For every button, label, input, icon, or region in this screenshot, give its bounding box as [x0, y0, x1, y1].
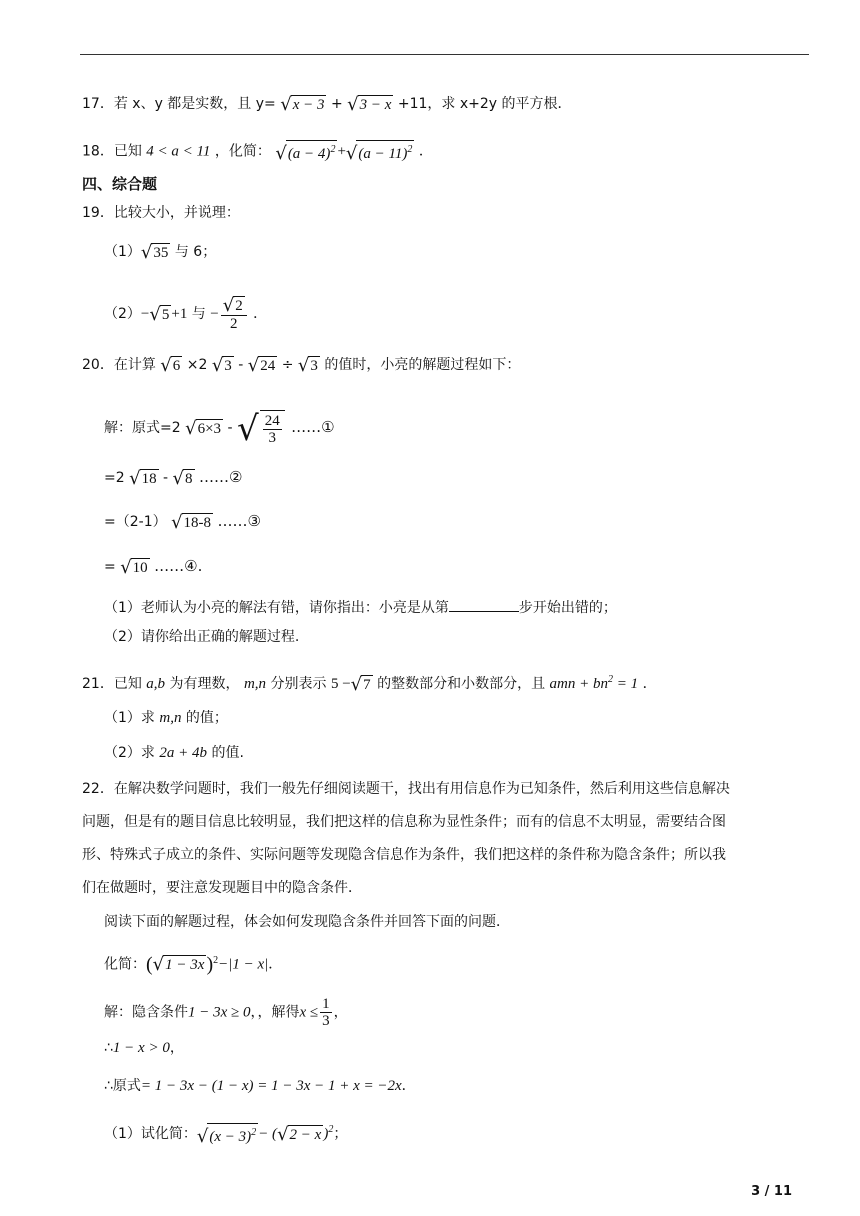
question-text: 若 x、y 都是实数，且 y=: [113, 96, 276, 112]
q22-text-line: 问题，但是有的题目信息比较明显，我们把这样的信息称为显性条件；而有的信息不太明显，需要结合图: [82, 814, 726, 830]
q20-step-2: =2 √ 18 - √ 8 ……②: [104, 467, 243, 489]
q20-part-1: （1）老师认为小亮的解法有错，请你指出：小亮是从第 步开始出错的；: [104, 597, 617, 618]
sqrt-expression: √ 3: [297, 354, 318, 376]
q22-therefore-1: ∴1 − x > 0，: [104, 1040, 184, 1056]
q21-part-1: （1）求 m,n 的值；: [104, 710, 228, 726]
q22-simplify: 化简：( √ 1 − 3x )$^2$−|1 − x|．: [104, 953, 283, 976]
sqrt-expression: √ $(a - 4)^2$: [275, 140, 337, 163]
question-text: +11，求 x+2y 的平方根．: [397, 96, 572, 112]
q19-part-2: （2）− √ 5 +1 与 − √ 2 2 ．: [104, 295, 268, 332]
sqrt-expression: √ 1 − 3x: [152, 954, 205, 976]
question-number: 22．: [82, 781, 114, 797]
q22-solution: 解：隐含条件1 − 3x ≥ 0，，解得x ≤ $\frac{1}{3}$ ，: [104, 996, 348, 1029]
page-number: 3 / 11: [751, 1184, 792, 1199]
sqrt-expression: √ 24: [247, 354, 276, 376]
q22-text-line: 形、特殊式子成立的条件、实际问题等发现隐含信息作为条件，我们把这样的条件称为隐含条件；所以我: [82, 847, 726, 863]
sqrt-expression: √ 6: [160, 354, 181, 376]
question-number: 21．: [82, 676, 114, 692]
sqrt-expression: √ 7: [350, 673, 371, 695]
sqrt-expression: √ 8: [172, 467, 193, 489]
question-number: 17．: [82, 96, 114, 112]
question-17: 17．若 x、y 都是实数，且 y= √ x − 3 + √ 3 − x +11，求 x+2y 的平方根．: [82, 93, 572, 115]
sqrt-expression: √ 35: [140, 241, 169, 263]
question-21: 21．已知 a,b 为有理数， m,n 分别表示 5 − √ 7 的整数部分和小数部分，且 amn + $bn^2 = 1$ ．: [82, 673, 657, 695]
answer-blank[interactable]: [449, 597, 519, 612]
sqrt-expression: √ 18-8: [171, 511, 212, 533]
question-number: 19．: [82, 205, 114, 221]
q22-part-1: （1）试化简： √ $(x - 3)^2$ − ( √ 2 − x )$^2$；: [104, 1123, 348, 1147]
question-22: 22．在解决数学问题时，我们一般先仔细阅读题干，找出有用信息作为已知条件，然后利用这些信息解决: [82, 781, 730, 797]
q22-therefore-2: ∴原式= 1 − 3x − (1 − x) = 1 − 3x − 1 + x = −2x．: [104, 1078, 416, 1094]
sqrt-expression: √ 3 − x: [347, 93, 392, 115]
sqrt-expression: √ 6×3: [185, 417, 222, 439]
question-19: 19．比较大小，并说理：: [82, 205, 240, 221]
q22-text-line: 阅读下面的解题过程，体会如何发现隐含条件并回答下面的问题．: [104, 914, 510, 930]
q22-text-line: 们在做题时，要注意发现题目中的隐含条件．: [82, 880, 362, 896]
section-heading: 四、综合题: [82, 175, 158, 193]
sqrt-expression: √ 5: [149, 303, 170, 325]
sqrt-expression: √ 18: [129, 467, 157, 489]
question-18: 18．已知 4 < a < 11 ，化简： √ $(a - 4)^2$ + √ $(a - 11)^2$ ．: [82, 140, 433, 163]
fraction: √ 2 2: [221, 296, 247, 332]
sqrt-expression: √ $(a - 11)^2$: [346, 140, 414, 163]
question-number: 20．: [82, 357, 114, 373]
q20-part-2: （2）请你给出正确的解题过程.: [104, 629, 300, 645]
question-20: 20．在计算 √ 6 ×2 √ 3 - √ 24 ÷ √ 3 的值时，小亮的解题过程如下：: [82, 354, 521, 376]
sqrt-expression: √ $(x - 3)^2$: [197, 1123, 258, 1146]
math-condition: 4 < a < 11: [146, 143, 211, 160]
sqrt-expression: √ 3: [211, 354, 232, 376]
q20-step-4: = √ 10 ……④.: [104, 556, 203, 578]
q19-part-1: （1） √ 35 与 6；: [104, 241, 217, 263]
q20-step-1: 解：原式=2 √ 6×3 - √ $\frac{24}{3}$ ……①: [104, 409, 335, 449]
sqrt-expression: √ 2 − x: [277, 1123, 322, 1145]
sqrt-fraction: √ $\frac{24}{3}$: [237, 410, 287, 446]
q20-step-3: =（2-1） √ 18-8 ……③: [104, 511, 261, 533]
question-number: 18．: [82, 143, 114, 160]
q21-part-2: （2）求 2a + 4b 的值.: [104, 745, 244, 761]
sqrt-expression: √ x − 3: [280, 93, 325, 115]
header-rule: [80, 54, 809, 55]
fraction: $\frac{1}{3}$: [322, 996, 330, 1029]
sqrt-expression: √ 10: [120, 556, 148, 578]
